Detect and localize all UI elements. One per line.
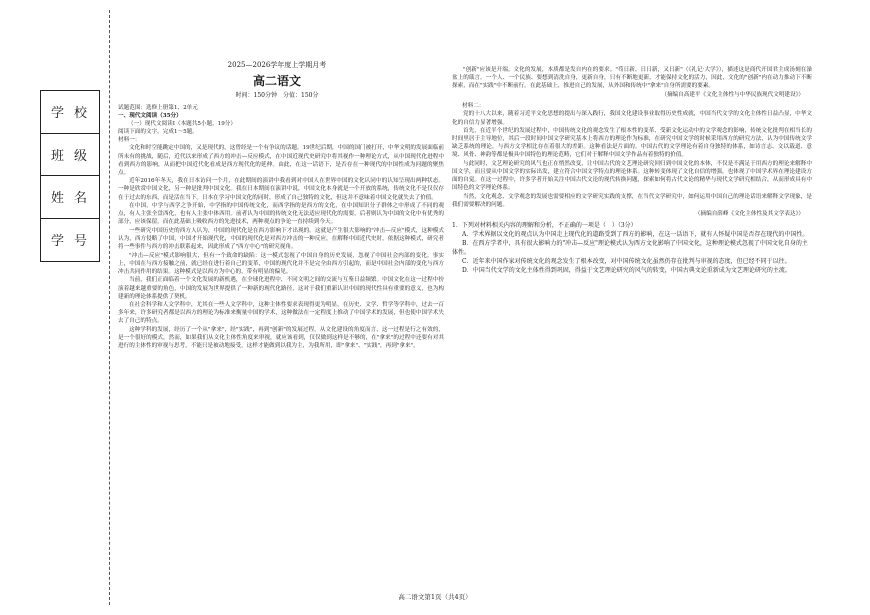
option-b[interactable]: B．在西方学者中，具有很大影响力的"冲击—反应"理论模式认为西方文化影响了中国文化，这种理论模式忽视了中国文化自身的主体性。: [452, 240, 808, 257]
student-number-label: 学号: [50, 234, 97, 250]
material2-label: 材料二：: [462, 103, 485, 110]
question-1-stem: 1．下列对材料相关内容的理解和分析，不正确的一项是（ ）（3分）: [452, 222, 637, 230]
paragraph: 在社会科学和人文学科中，尤其在一些人文学科中，这种主体性要求表现得更为明显。在历史、文学、哲学等学科中，过去一百多年来，许多研究者都是以西方的理论为标准来衡量中国的学术，这种做法在一定程度上推动了中国学术的发展，但也使中国学术失去了自己的特点。: [118, 302, 444, 325]
source-citation: （摘编自薛峰《文化主体性及其文学表达》）: [694, 211, 804, 218]
paragraph: 文化和时空能跳定中国的，又是现代的，这曾经是一个有争议的话题。19世纪后期，中国的国门被打开，中华文明的发展面临前所未有的挑战，随后，近代以来形成了西方的冲击—反应模式，在中国近现代史研究中将其视作一种理论方式，从中国现代化进程中看到西方的影响，从而把中国近代化看成是西方现代化的延伸。由此，在这一话语下，是否存在一种现代的中国性成为问题的聚焦点。: [118, 145, 444, 176]
reading-instruction: 阅读下面的文字，完成1～5题。: [118, 129, 198, 136]
scope-line: 试题范围：选修上册第1、2单元: [118, 105, 198, 111]
section-heading: 一、现代文阅读（35分）: [118, 113, 182, 120]
paragraph: 这种学科的发展，经历了一个从"拿来"，经"实践"，再到"创新"的发展过程，从文化建设的角度而言，这一过程是行之有效的，是一个很好的模式，然而，如果我们从文化主体性角度来审视，就应该看到，仅仅做到这样是不够的，在"拿来"的过程中还要有对其进行的主体性的审视与思考，不能只是被动地接受，这样才能做到以我为主，为我所用，即"拿来"、"实践"，再到"拿来"。: [118, 327, 444, 350]
paragraph: 当前，我们正面临着一个文化发展的新机遇，在全球化进程中，不同文明之间的交流与互鉴日益频繁。中国文化在这一过程中扮演着越来越重要的角色，中国的发展为世界提供了一种新的现代化路径，这对于我们重新认识中国的现代性具有重要的意义，也为构建新的理论体系提供了契机。: [118, 277, 444, 300]
paragraph: 一些研究中国历史的西方人认为，中国的现代化是在西方影响下才出现的。这就是产生很大影响的"冲击—反应"模式，这种模式认为，西方侵略了中国，中国才开始现代化，中国的现代化是对西方冲击的一种反应，在解释中国近代史时，依据这种模式，研究者将一些事件与西方的冲击联系起来，因此形成了"西方中心"的研究视角。: [118, 227, 444, 251]
class-field[interactable]: [41, 134, 99, 177]
paragraph: 首先，在近半个世纪的发展过程中，中国传统文化的观念发生了根本性的变革，受新文化运动中的文学观念的影响，传统文化批判在相当长的时间里居于主导地位，其后一段时间中国文学研究基本上将西方的理论作为标准，在研究中国文学的时候采用西方的研究方法，认为中国传统文学缺乏系统的理论，与西方文学相比存在着很大的差距。这种看法是片面的。中国古代的文学理论有着自身独特的体系，如诗言志、文以载道、意境、风骨、神韵等都是极具中国特色的理论范畴，它们对于解释中国文学作品有着独特的价值。: [452, 128, 812, 159]
school-label: 学校: [50, 106, 97, 122]
name-label: 姓名: [50, 191, 97, 207]
student-number-field[interactable]: [41, 219, 99, 262]
exam-name: 2025—2026学年度上学期月考: [227, 61, 327, 69]
paragraph: 党的十八大以来，随着习近平文化思想的提出与深入践行，我国文化建设事业取得历史性成就，中国当代文学的文化主体性日益凸显，中华文化的自信力显著增强。: [452, 111, 812, 126]
right-column: [452, 66, 812, 275]
material1-label: 材料一：: [118, 137, 141, 144]
name-field[interactable]: [41, 176, 99, 219]
page-footer: 高二语文第1页（共4页）: [398, 593, 472, 601]
option-a[interactable]: A．学术界据以文化的观点认为中国走上现代化的道路受到了西方的影响，在这一话语下，就有人怀疑中国是否存在现代的中国性。: [462, 231, 809, 239]
paragraph: "创新"应该是开端。文化的发展，本质都是发自内在的要求。"苟日新，日日新，又日新"（《礼记·大学》），描述这是商代开国君主成汤刻在澡盆上的箴言。一个人、一个民族、要想到清洗自身，更新自身，只有不断地更新，才能保持文化的活力，因此，文化的"创新"内在动力推动下不断探索，而在"实践"中不断前行。在此基础上，推进自己的发展，从外国和传统中"拿来"自身所需要的要素。: [452, 67, 812, 90]
paragraph: 当然，文化观念、文学观念的发展也需要相应的文学研究实践的支撑，在当代文学研究中，如何运用中国自己的理论话语来解释文学现象，是我们需要解决的问题。: [452, 193, 812, 208]
paragraph: "冲击—反应"模式影响很大，但有一个致命的缺陷：这一模式忽视了中国自身的历史发展，忽视了中国社会内部的变化。事实上，中国在与西方接触之前，就已经在进行着自己的变革，中国的现代化并不是完全由西方引起的，而是中国社会内部的变化与西方冲击共同作用的结果。这种模式是以西方为中心的，带有明显的偏见。: [118, 252, 444, 275]
page-title: 高二语文: [252, 74, 301, 88]
source-citation: （摘编自高建平《文化主体性与中华民族现代文明建设》）: [661, 92, 804, 99]
paragraph: 与此同时，文艺理论研究的风气也正在悄然改变，让中国古代的文艺理论研究回归到中国文化的本体，不仅是不满足于用西方的理论来解释中国文学，而且要从中国文学的实际出发，建立符合中国文学特点的理论体系。这种转变体现了文化自信的增强，也体现了中国学术界在理论建设方面的自觉。在这一过程中，许多学者开始关注中国古代文论的现代转换问题，探索如何将古代文论的精华与现代文学研究相结合，从而形成具有中国特色的文学理论体系。: [452, 161, 812, 192]
paragraph: 在中国，中学与西学之争开始，中学指的中国传统文化，而西学指的是西方的文化，在中国知识分子群体之中形成了不同的观点，有人主张全盘西化，也有人主张中体西用。前者认为中国的传统文化无法适应现代化的需要，后者则认为中国的文化中有优秀的部分，应该保留，而在此基础上吸收西方的先进技术，两种观点的争论一直持续到今天。: [118, 203, 444, 226]
exam-meta: 时间：150分钟 分值：150分: [235, 92, 319, 99]
option-c[interactable]: C．近年来中国作家对传统文化的观念发生了根本改变，对中国传统文化虽然仍存在批判与审视的态度，但已经不同于以往。: [462, 258, 791, 266]
school-field[interactable]: [41, 91, 99, 134]
student-info-box: [40, 90, 100, 262]
subsection-heading: （一）现代文阅读Ⅰ（本题共5小题，19分）: [128, 121, 236, 128]
class-label: 班级: [50, 148, 97, 164]
left-column: [118, 60, 444, 351]
option-d[interactable]: D．中国当代文学的文化主体性得到巩固，得益于文艺理论研究的风气的转变，中国古典文论重新成为文艺理论研究的主流。: [462, 267, 791, 275]
paragraph: 近年2016年冬天，我在日本访问一个月，在此期间的演讲中我看到对中国人在世界中国的文化认同中的认知呈现出两种状态。一种是欣赏中国文化，另一种是批判中国文化。我在日本期间在演讲中说，中国文化本身就是一个开放的系统，传统文化不是仅仅存在于过去的东西，而是活在当下。日本在学习中国文化的同时，形成了自己独特的文化，但这并不意味着中国文化就失去了价值。: [118, 178, 444, 201]
